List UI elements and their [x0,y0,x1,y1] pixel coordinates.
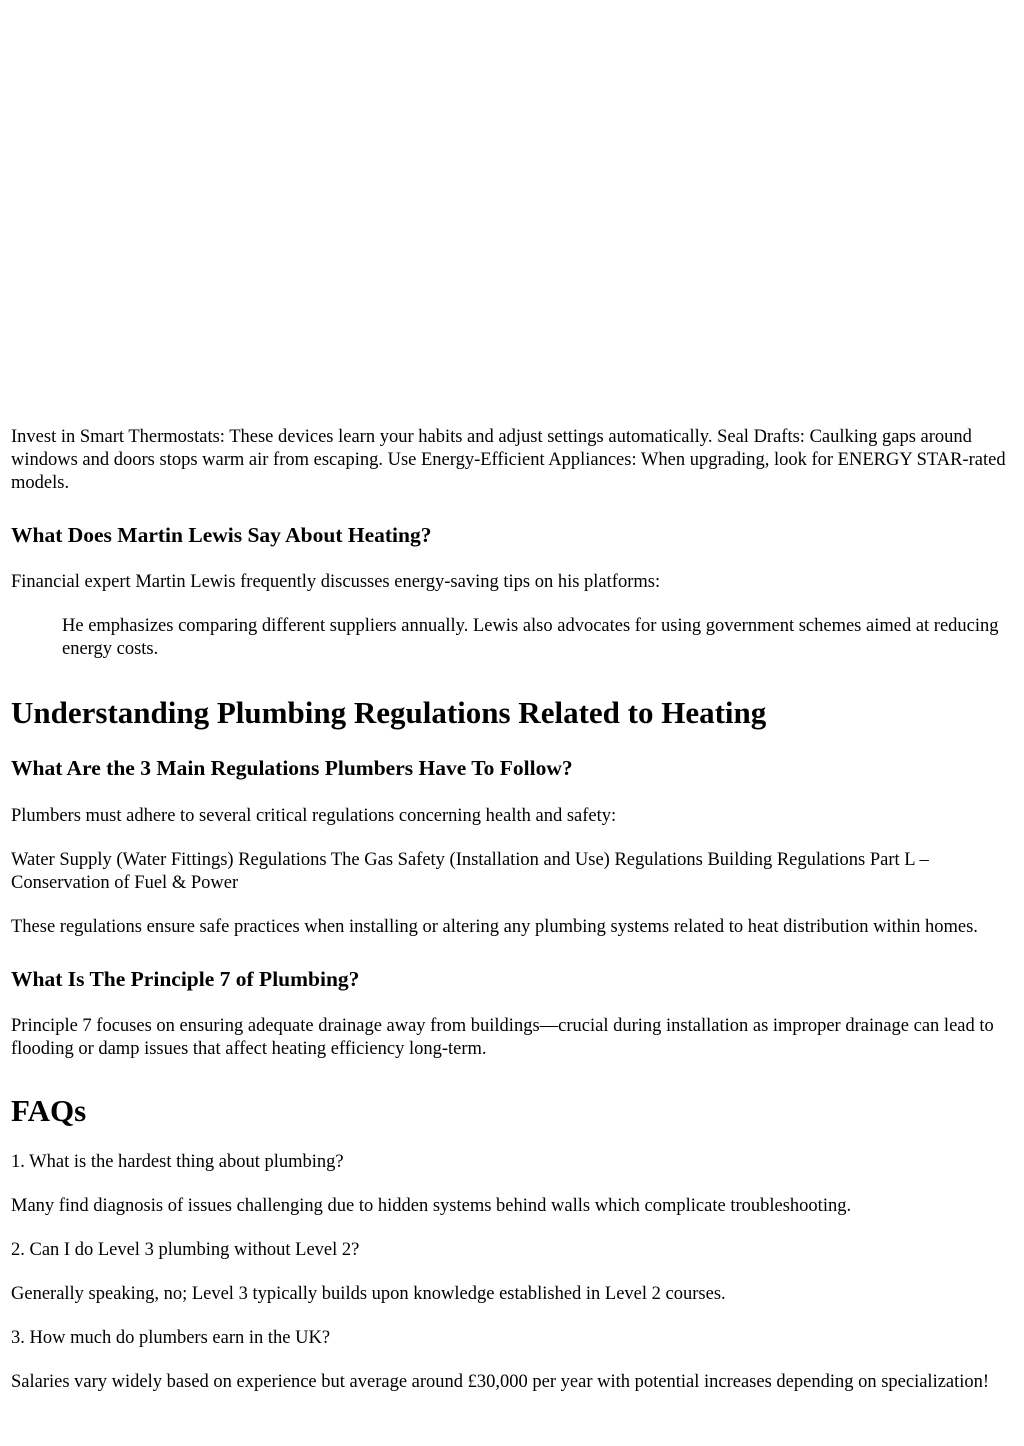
faq-question: 3. How much do plumbers earn in the UK? [11,1328,331,1348]
regulations-paragraph-1: Plumbers must adhere to several critical regulations concerning health and safety: [11,806,617,826]
principle-heading: What Is The Principle 7 of Plumbing? [11,967,360,991]
martin-lewis-paragraph: Financial expert Martin Lewis frequently discusses energy-saving tips on his platforms: [11,572,661,592]
blank-top-area [11,0,1013,426]
faq-answer: Generally speaking, no; Level 3 typically builds upon knowledge established in Level 2 courses. [11,1284,726,1304]
regulations-paragraph-3: These regulations ensure safe practices when installing or altering any plumbing systems related to heat distribution within homes. [11,917,978,937]
faq-answer: Many find diagnosis of issues challenging due to hidden systems behind walls which complicate troubleshooting. [11,1196,852,1216]
regulations-subheading: What Are the 3 Main Regulations Plumbers Have To Follow? [11,756,573,780]
faqs-title: FAQs [11,1093,87,1128]
faq-question: 2. Can I do Level 3 plumbing without Level 2? [11,1240,360,1260]
faq-answer: Salaries vary widely based on experience but average around £30,000 per year with potential increases depending on specialization! [11,1372,990,1392]
martin-lewis-heading: What Does Martin Lewis Say About Heating? [11,523,432,547]
faq-question: 1. What is the hardest thing about plumbing? [11,1152,344,1172]
intro-paragraph: Invest in Smart Thermostats: These devices learn your habits and adjust settings automatically. Seal Drafts: Caulking gaps around windows and doors stops warm air from escaping. Use Energy-Efficient Appliances: When upgrading, look for ENERGY STAR-rated models. [11,427,1006,493]
regulations-title: Understanding Plumbing Regulations Related to Heating [11,695,767,730]
regulations-paragraph-2: Water Supply (Water Fittings) Regulations The Gas Safety (Installation and Use) Regulations Building Regulations Part L – Conservation of Fuel & Power [11,850,929,893]
principle-paragraph: Principle 7 focuses on ensuring adequate drainage away from buildings—crucial during installation as improper drainage can lead to flooding or damp issues that affect heating efficiency long-term. [11,1016,994,1059]
martin-lewis-quote: He emphasizes comparing different suppliers annually. Lewis also advocates for using government schemes aimed at reducing energy costs. [62,616,999,659]
